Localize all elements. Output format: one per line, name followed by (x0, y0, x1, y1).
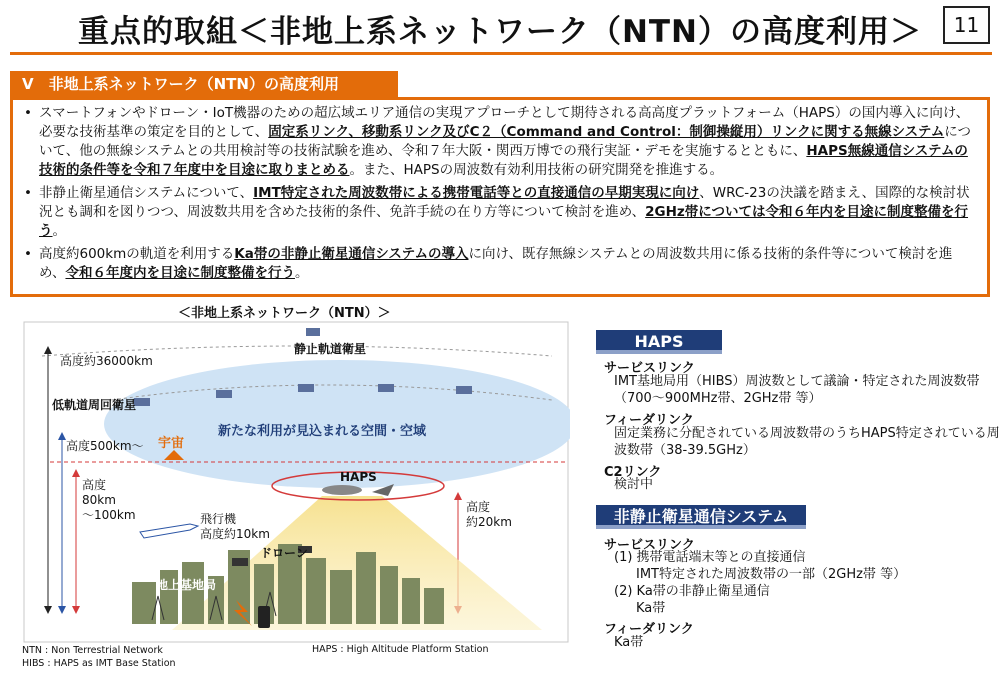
haps-feeder-link-text: 固定業務に分配されている周波数帯のうちHAPS特定されている周 波数帯（38-39.5GHz） (614, 426, 1000, 458)
phone-icon (258, 606, 270, 628)
ngso-feeder-link-text: Ka帯 (614, 635, 644, 650)
drone-label: ドローン (260, 546, 308, 560)
ngso-feeder-link-title: フィーダリンク (604, 622, 694, 637)
page-number: 11 (943, 6, 990, 44)
haps-c2-link-text: 検討中 (614, 477, 654, 492)
bullet-ka-band: • 高度約600kmの軌道を利用するKa帯の非静止衛星通信システムの導入に向け、既存無線システムとの周波数共用に係る技術的条件等について検討を進め、令和６年度内を目途に制度整備を行う。 (39, 245, 971, 283)
ngso-header: 非静止衛星通信システム (596, 505, 806, 529)
abbrev-notes (22, 644, 176, 670)
note-hibs: HIBS : HAPS as IMT Base Station (22, 658, 176, 669)
airplane-icon (140, 524, 198, 538)
ngso-service-link-title: サービスリンク (604, 538, 695, 553)
diagram-title: ＜非地上系ネットワーク（NTN）＞ (178, 306, 391, 321)
haps-service-link-text: IMT基地局用（HIBS）周波数として議論・特定された周波数帯 （700～900MHz帯、2GHz帯 等） (614, 374, 980, 406)
bullet-ngso-direct: • 非静止衛星通信システムについて、IMT特定された周波数帯による携帯電話等との直接通信の早期実現に向け、WRC-23の決議を踏まえ、国際的な検討状況とも調和を図りつつ、周波数共用を含めた技術的条件、免許手続の在り方等について検討を進め、2GHz帯については令和６年内を目途に制度整備を行う。 (39, 184, 971, 241)
leo-label: 低軌道周回衛星 (52, 398, 137, 412)
haps-service-link-title: サービスリンク (604, 361, 695, 376)
page-title: 重点的取組＜非地上系ネットワーク（NTN）の高度利用＞ (77, 14, 923, 50)
alt-500-label: 高度500km～ (66, 439, 144, 453)
note-ntn: NTN : Non Terrestrial Network (22, 645, 163, 656)
airplane-label: 飛行機 高度約10km (200, 512, 270, 541)
haps-feeder-link-title: フィーダリンク (604, 413, 694, 428)
bullet-haps: • スマートフォンやドローン・IoT機器のための超広域エリア通信の実現アプローチとして期待される高高度プラットフォーム（HAPS）の国内導入に向け、必要な技術基準の策定を目的として、固定系リンク、移動系リンク及びC２（Command and Control：制御操縦用）リンクに関する無線システムについて、他の無線システムとの共用検討等の技術試験を進め、令和７年大阪・関西万博での飛行実証・デモを実施するとともに、HAPS無線通信システムの技術的条件等を令和７年度中を目途に取りまとめる。また、HAPSの周波数有効利用技術の研究開発を推進する。 (39, 104, 971, 180)
title-divider (10, 52, 992, 55)
section-tab: Ⅴ 非地上系ネットワーク（NTN）の高度利用 (10, 71, 398, 98)
alt-20km-label: 高度 約20km (466, 500, 512, 529)
ngso-service-link-text: (1) 携帯電話端末等との直接通信 IMT特定された周波数帯の一部（2GHz帯 等） (2) Ka帯の非静止衛星通信 Ka帯 (614, 550, 907, 616)
geo-label: 静止軌道衛星 (294, 342, 367, 356)
new-space-label: 新たな利用が見込まれる空間・空域 (218, 424, 427, 439)
ntn-diagram (22, 300, 570, 645)
drone-icon (232, 558, 248, 566)
ground-station-label: 地上基地局 (156, 578, 217, 592)
haps-header: HAPS (596, 330, 722, 354)
space-label: 宇宙 (158, 436, 185, 451)
haps-diagram-label: HAPS (340, 470, 377, 484)
haps-c2-link-title: C2リンク (604, 465, 662, 480)
haps-airship (322, 485, 362, 495)
note-haps: HAPS : High Altitude Platform Station (312, 644, 489, 655)
section-box (10, 97, 990, 297)
alt-80km-label: 高度 80km ～100km (82, 478, 136, 522)
alt-36000-label: 高度約36000km (60, 354, 153, 368)
